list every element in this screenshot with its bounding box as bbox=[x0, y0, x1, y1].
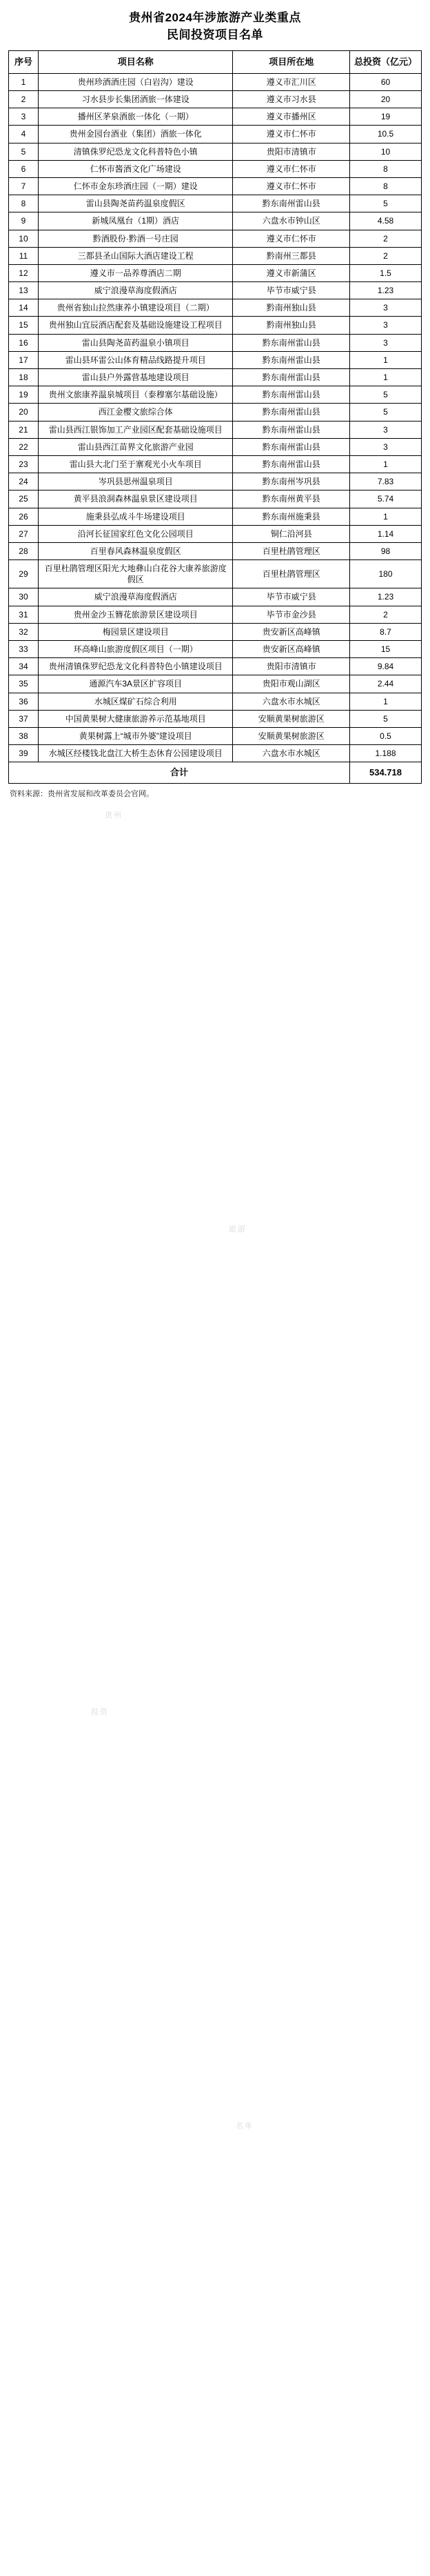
table-row bbox=[9, 299, 422, 317]
cell-location: 黔东南州雷山县 bbox=[233, 404, 350, 421]
cell-investment: 3 bbox=[350, 299, 422, 317]
cell-project-name: 贵州文旅康养温泉城项目（泰穆塞尔基础设施） bbox=[38, 386, 233, 404]
table-header-row bbox=[9, 51, 422, 74]
cell-project-name: 黄平县浪洞森林温泉景区建设项目 bbox=[38, 491, 233, 508]
table-row bbox=[9, 491, 422, 508]
cell-index: 11 bbox=[9, 247, 39, 264]
cell-investment: 98 bbox=[350, 542, 422, 559]
cell-index: 27 bbox=[9, 525, 39, 542]
table-row bbox=[9, 606, 422, 623]
cell-location: 六盘水市水城区 bbox=[233, 693, 350, 710]
cell-location: 安顺黄果树旅游区 bbox=[233, 710, 350, 727]
table-row bbox=[9, 745, 422, 762]
cell-location: 六盘水市水城区 bbox=[233, 745, 350, 762]
table-row bbox=[9, 542, 422, 559]
cell-location: 遵义市仁怀市 bbox=[233, 177, 350, 195]
cell-investment: 1.14 bbox=[350, 525, 422, 542]
cell-index: 1 bbox=[9, 73, 39, 90]
cell-location: 安顺黄果树旅游区 bbox=[233, 727, 350, 744]
cell-investment: 7.83 bbox=[350, 473, 422, 491]
cell-investment: 15 bbox=[350, 641, 422, 658]
cell-location: 贵阳市清镇市 bbox=[233, 143, 350, 160]
cell-index: 36 bbox=[9, 693, 39, 710]
table-row bbox=[9, 282, 422, 299]
table-row bbox=[9, 421, 422, 438]
cell-index: 10 bbox=[9, 230, 39, 247]
cell-project-name: 雷山县陶尧苗药温泉小镇项目 bbox=[38, 334, 233, 351]
cell-location: 贵阳市观山湖区 bbox=[233, 675, 350, 693]
cell-index: 34 bbox=[9, 658, 39, 675]
column-header-index: 序号 bbox=[9, 51, 39, 74]
cell-investment: 5 bbox=[350, 404, 422, 421]
cell-investment: 2 bbox=[350, 247, 422, 264]
cell-project-name: 雷山县环雷公山体育精品线路提升项目 bbox=[38, 351, 233, 368]
cell-project-name: 水城区经楼钱北盘江大桥生态休育公园建设项目 bbox=[38, 745, 233, 762]
cell-investment: 20 bbox=[350, 91, 422, 108]
cell-index: 19 bbox=[9, 386, 39, 404]
table-row bbox=[9, 710, 422, 727]
cell-project-name: 仁怀市酱酒文化广场建设 bbox=[38, 160, 233, 177]
cell-index: 25 bbox=[9, 491, 39, 508]
cell-project-name: 威宁浪漫草海度假酒店 bbox=[38, 282, 233, 299]
cell-index: 30 bbox=[9, 588, 39, 606]
cell-project-name: 雷山县大北门至于寨观光小火车项目 bbox=[38, 455, 233, 473]
cell-project-name: 雷山县陶尧苗药温泉度假区 bbox=[38, 195, 233, 212]
table-row bbox=[9, 727, 422, 744]
table-row bbox=[9, 334, 422, 351]
cell-location: 遵义市新蒲区 bbox=[233, 264, 350, 281]
cell-location: 黔东南州雷山县 bbox=[233, 334, 350, 351]
table-row bbox=[9, 658, 422, 675]
cell-location: 黔东南州雷山县 bbox=[233, 421, 350, 438]
table-row bbox=[9, 126, 422, 143]
table-row bbox=[9, 212, 422, 230]
table-row bbox=[9, 351, 422, 368]
column-header-investment: 总投资（亿元） bbox=[350, 51, 422, 74]
cell-investment: 1.23 bbox=[350, 588, 422, 606]
cell-investment: 10.5 bbox=[350, 126, 422, 143]
cell-location: 黔东南州雷山县 bbox=[233, 369, 350, 386]
cell-index: 20 bbox=[9, 404, 39, 421]
cell-investment: 2 bbox=[350, 606, 422, 623]
cell-investment: 1 bbox=[350, 351, 422, 368]
cell-project-name: 三都县圣山国际大酒店建设工程 bbox=[38, 247, 233, 264]
cell-index: 37 bbox=[9, 710, 39, 727]
cell-project-name: 雷山县西江苗界文化旅游产业园 bbox=[38, 438, 233, 455]
cell-location: 遵义市仁怀市 bbox=[233, 230, 350, 247]
cell-index: 22 bbox=[9, 438, 39, 455]
cell-location: 遵义市仁怀市 bbox=[233, 160, 350, 177]
cell-project-name: 贵州清镇侏罗纪恐龙文化科普特色小镇建设项目 bbox=[38, 658, 233, 675]
table-row bbox=[9, 108, 422, 126]
cell-index: 33 bbox=[9, 641, 39, 658]
cell-location: 遵义市仁怀市 bbox=[233, 126, 350, 143]
table-row bbox=[9, 438, 422, 455]
table-row bbox=[9, 560, 422, 588]
cell-project-name: 雷山县西江银饰加工产业园区配套基础设施项目 bbox=[38, 421, 233, 438]
project-list-table bbox=[8, 50, 422, 784]
cell-location: 百里杜鹃管理区 bbox=[233, 560, 350, 588]
cell-project-name: 西江金樱文旅综合体 bbox=[38, 404, 233, 421]
cell-investment: 2 bbox=[350, 230, 422, 247]
cell-investment: 5.74 bbox=[350, 491, 422, 508]
cell-location: 遵义市播州区 bbox=[233, 108, 350, 126]
cell-index: 9 bbox=[9, 212, 39, 230]
cell-location: 黔南州独山县 bbox=[233, 317, 350, 334]
cell-index: 13 bbox=[9, 282, 39, 299]
cell-location: 毕节市威宁县 bbox=[233, 588, 350, 606]
cell-investment: 1 bbox=[350, 369, 422, 386]
cell-index: 21 bbox=[9, 421, 39, 438]
table-row bbox=[9, 641, 422, 658]
cell-index: 38 bbox=[9, 727, 39, 744]
cell-project-name: 清镇侏罗纪恐龙文化科普特色小镇 bbox=[38, 143, 233, 160]
cell-index: 8 bbox=[9, 195, 39, 212]
cell-index: 15 bbox=[9, 317, 39, 334]
cell-investment: 5 bbox=[350, 710, 422, 727]
cell-project-name: 贵州金沙玉簪花旅游景区建设项目 bbox=[38, 606, 233, 623]
column-header-location: 项目所在地 bbox=[233, 51, 350, 74]
cell-investment: 1 bbox=[350, 455, 422, 473]
cell-investment: 2.44 bbox=[350, 675, 422, 693]
table-row bbox=[9, 508, 422, 525]
cell-index: 6 bbox=[9, 160, 39, 177]
cell-location: 黔南州三都县 bbox=[233, 247, 350, 264]
cell-index: 16 bbox=[9, 334, 39, 351]
cell-location: 毕节市威宁县 bbox=[233, 282, 350, 299]
cell-location: 黔东南州雷山县 bbox=[233, 438, 350, 455]
cell-location: 遵义市汇川区 bbox=[233, 73, 350, 90]
cell-index: 14 bbox=[9, 299, 39, 317]
cell-index: 24 bbox=[9, 473, 39, 491]
cell-index: 2 bbox=[9, 91, 39, 108]
cell-project-name: 威宁浪漫草海度假酒店 bbox=[38, 588, 233, 606]
cell-project-name: 岑巩县思州温泉项目 bbox=[38, 473, 233, 491]
cell-location: 黔东南州雷山县 bbox=[233, 455, 350, 473]
cell-location: 贵阳市清镇市 bbox=[233, 658, 350, 675]
cell-investment: 8 bbox=[350, 160, 422, 177]
cell-investment: 5 bbox=[350, 195, 422, 212]
table-row bbox=[9, 73, 422, 90]
cell-project-name: 水城区煤矿石综合利用 bbox=[38, 693, 233, 710]
table-row bbox=[9, 177, 422, 195]
cell-index: 17 bbox=[9, 351, 39, 368]
cell-investment: 3 bbox=[350, 421, 422, 438]
cell-investment: 1.23 bbox=[350, 282, 422, 299]
cell-investment: 10 bbox=[350, 143, 422, 160]
cell-investment: 8 bbox=[350, 177, 422, 195]
total-value: 534.718 bbox=[350, 762, 422, 784]
table-row bbox=[9, 386, 422, 404]
cell-project-name: 贵州省独山拉然康养小镇建设项目（二期） bbox=[38, 299, 233, 317]
watermark-text: 名单 bbox=[236, 2122, 254, 2131]
table-row bbox=[9, 230, 422, 247]
cell-project-name: 贵州金园台酒业（集团）酒旅一体化 bbox=[38, 126, 233, 143]
cell-project-name: 贵州珍酒酒庄园（白岩沟）建设 bbox=[38, 73, 233, 90]
cell-location: 贵安新区高峰镇 bbox=[233, 641, 350, 658]
table-row bbox=[9, 473, 422, 491]
table-row bbox=[9, 675, 422, 693]
page-title bbox=[8, 10, 422, 43]
cell-project-name: 通源汽车3A景区扩容项目 bbox=[38, 675, 233, 693]
cell-investment: 1 bbox=[350, 508, 422, 525]
table-row bbox=[9, 317, 422, 334]
cell-project-name: 雷山县户外露营基地建设项目 bbox=[38, 369, 233, 386]
cell-project-name: 百里春风森林温泉度假区 bbox=[38, 542, 233, 559]
cell-investment: 8.7 bbox=[350, 623, 422, 640]
cell-project-name: 黄果树露上“城市外婆”建设项目 bbox=[38, 727, 233, 744]
table-body bbox=[9, 73, 422, 762]
title-line-2: 民间投资项目名单 bbox=[167, 28, 263, 41]
cell-location: 黔东南州黄平县 bbox=[233, 491, 350, 508]
cell-investment: 3 bbox=[350, 438, 422, 455]
table-row bbox=[9, 404, 422, 421]
cell-project-name: 百里杜鹃管理区阳光大地彝山白花谷大康养旅游度假区 bbox=[38, 560, 233, 588]
cell-investment: 1 bbox=[350, 693, 422, 710]
cell-project-name: 黔酒股份·黔酒一号庄园 bbox=[38, 230, 233, 247]
cell-project-name: 新城凤凰台（1期）酒店 bbox=[38, 212, 233, 230]
cell-index: 12 bbox=[9, 264, 39, 281]
table-row bbox=[9, 247, 422, 264]
source-note: 资料来源：贵州省发展和改革委员会官网。 bbox=[10, 789, 154, 798]
table-row bbox=[9, 693, 422, 710]
cell-location: 黔东南州岑巩县 bbox=[233, 473, 350, 491]
cell-project-name: 仁怀市金东珍酒庄园（一期）建设 bbox=[38, 177, 233, 195]
table-row bbox=[9, 455, 422, 473]
cell-location: 黔南州独山县 bbox=[233, 299, 350, 317]
cell-location: 黔东南州雷山县 bbox=[233, 351, 350, 368]
column-header-project-name: 项目名称 bbox=[38, 51, 233, 74]
table-row bbox=[9, 623, 422, 640]
cell-location: 铜仁沿河县 bbox=[233, 525, 350, 542]
cell-project-name: 遵义市一品养尊酒店二期 bbox=[38, 264, 233, 281]
cell-location: 遵义市习水县 bbox=[233, 91, 350, 108]
cell-index: 5 bbox=[9, 143, 39, 160]
table-row bbox=[9, 143, 422, 160]
cell-index: 32 bbox=[9, 623, 39, 640]
cell-project-name: 播州区茅泉酒旅一体化（一期） bbox=[38, 108, 233, 126]
cell-project-name: 贵州独山宜辰酒店配套及基础设施建设工程项目 bbox=[38, 317, 233, 334]
title-line-1: 贵州省2024年涉旅游产业类重点 bbox=[129, 11, 301, 24]
cell-index: 31 bbox=[9, 606, 39, 623]
cell-location: 六盘水市钟山区 bbox=[233, 212, 350, 230]
cell-investment: 3 bbox=[350, 334, 422, 351]
cell-index: 35 bbox=[9, 675, 39, 693]
cell-project-name: 梅园景区建设项目 bbox=[38, 623, 233, 640]
table-header bbox=[9, 51, 422, 74]
table-row bbox=[9, 91, 422, 108]
cell-project-name: 中国黄果树大健康旅游养示范基地项目 bbox=[38, 710, 233, 727]
cell-investment: 0.5 bbox=[350, 727, 422, 744]
cell-investment: 4.58 bbox=[350, 212, 422, 230]
cell-index: 29 bbox=[9, 560, 39, 588]
cell-index: 3 bbox=[9, 108, 39, 126]
cell-investment: 9.84 bbox=[350, 658, 422, 675]
table-row bbox=[9, 264, 422, 281]
cell-investment: 1.188 bbox=[350, 745, 422, 762]
table-footer bbox=[9, 762, 422, 784]
cell-index: 18 bbox=[9, 369, 39, 386]
table-row bbox=[9, 588, 422, 606]
table-row-total bbox=[9, 762, 422, 784]
cell-project-name: 沿河长征国家红色文化公园项目 bbox=[38, 525, 233, 542]
cell-investment: 1.5 bbox=[350, 264, 422, 281]
watermark-text: 旅游 bbox=[229, 1225, 247, 1234]
cell-location: 黔东南州雷山县 bbox=[233, 386, 350, 404]
table-row bbox=[9, 369, 422, 386]
table-row bbox=[9, 195, 422, 212]
watermark-text: 投资 bbox=[91, 1708, 109, 1717]
cell-investment: 180 bbox=[350, 560, 422, 588]
cell-investment: 60 bbox=[350, 73, 422, 90]
cell-investment: 3 bbox=[350, 317, 422, 334]
cell-project-name: 施秉县弘成斗牛场建设项目 bbox=[38, 508, 233, 525]
cell-index: 28 bbox=[9, 542, 39, 559]
cell-project-name: 习水县步长集团酒旅一体建设 bbox=[38, 91, 233, 108]
watermark-text: 贵州 bbox=[105, 811, 123, 820]
cell-location: 百里杜鹃管理区 bbox=[233, 542, 350, 559]
cell-investment: 19 bbox=[350, 108, 422, 126]
cell-index: 39 bbox=[9, 745, 39, 762]
table-row bbox=[9, 160, 422, 177]
table-row bbox=[9, 525, 422, 542]
cell-investment: 5 bbox=[350, 386, 422, 404]
cell-index: 26 bbox=[9, 508, 39, 525]
cell-location: 贵安新区高峰镇 bbox=[233, 623, 350, 640]
total-label: 合计 bbox=[9, 762, 350, 784]
cell-index: 23 bbox=[9, 455, 39, 473]
cell-location: 毕节市金沙县 bbox=[233, 606, 350, 623]
cell-location: 黔东南州施秉县 bbox=[233, 508, 350, 525]
cell-index: 4 bbox=[9, 126, 39, 143]
cell-index: 7 bbox=[9, 177, 39, 195]
cell-location: 黔东南州雷山县 bbox=[233, 195, 350, 212]
cell-project-name: 环高峰山旅游度假区项目（一期） bbox=[38, 641, 233, 658]
